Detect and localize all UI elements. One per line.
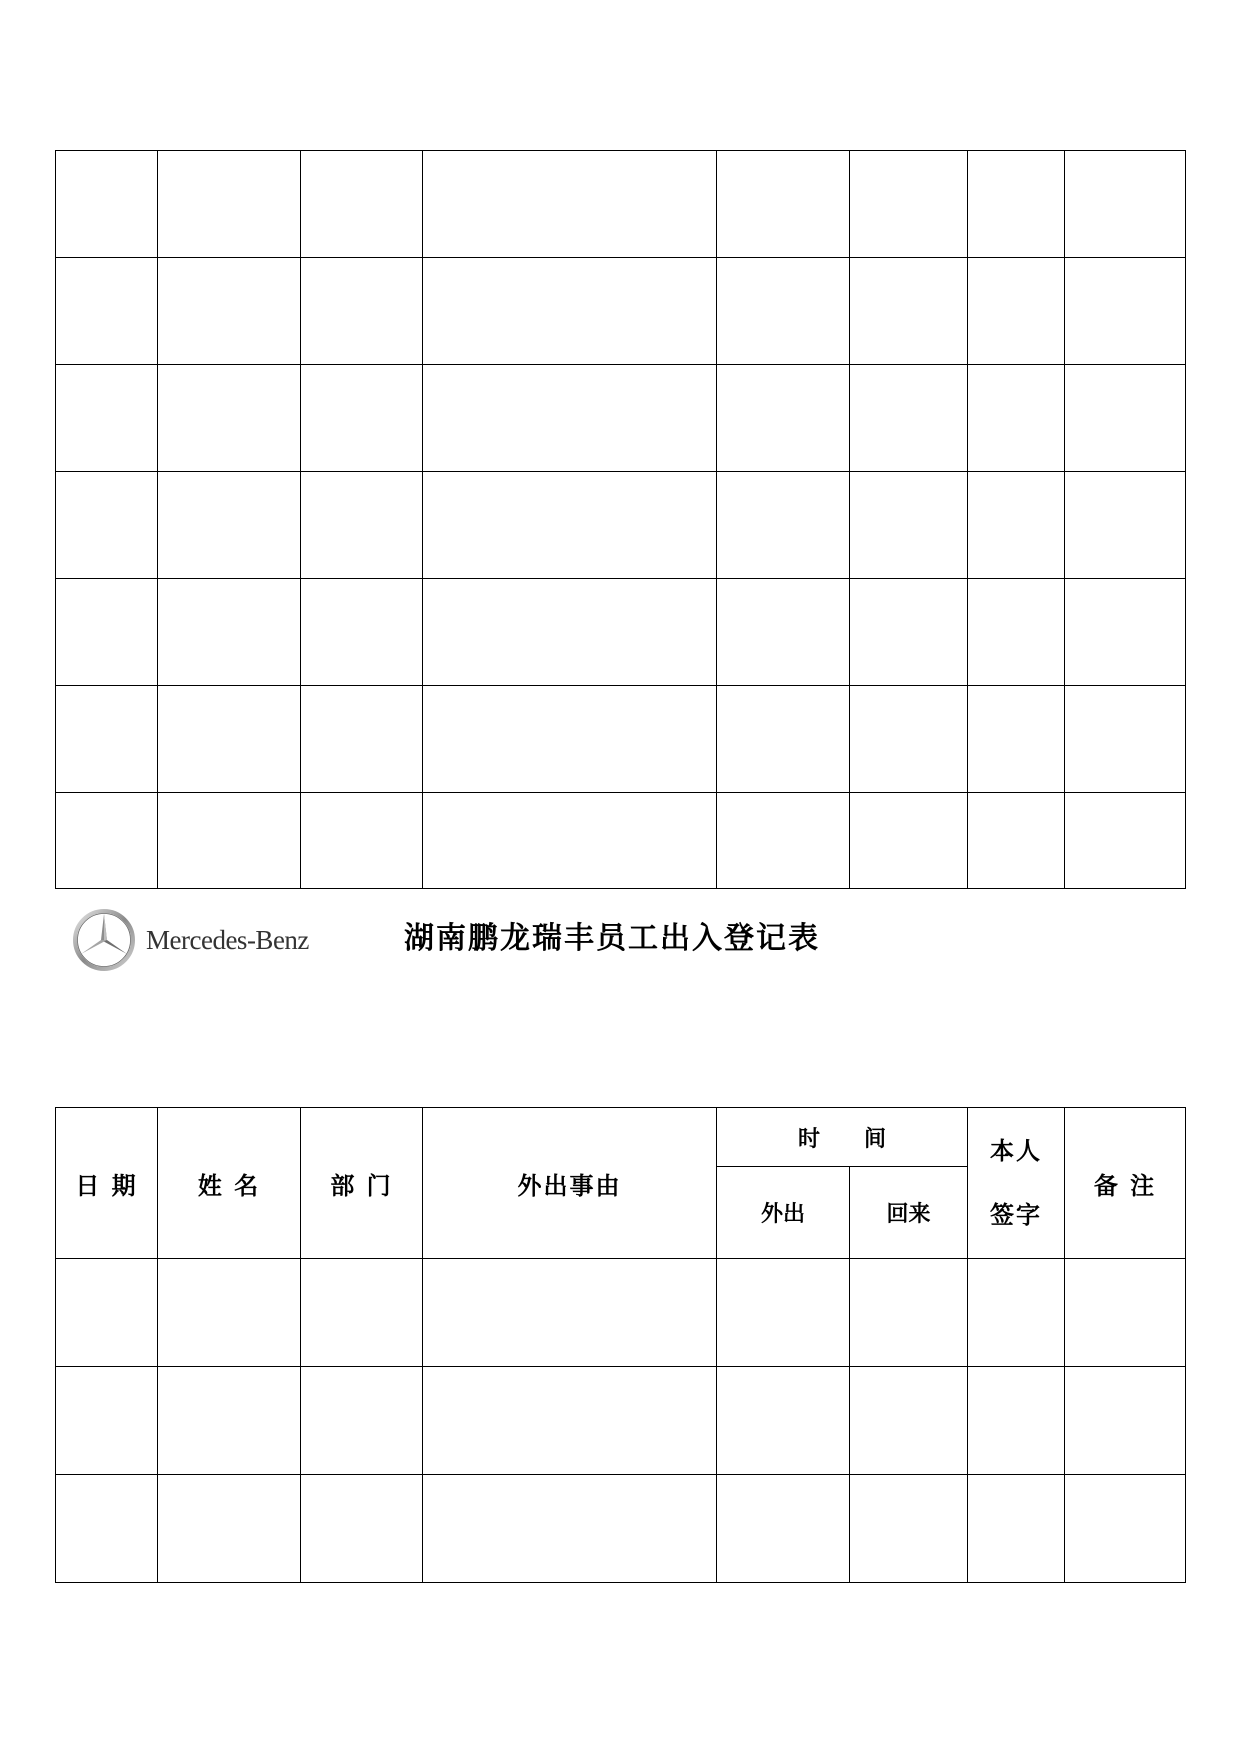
mercedes-star-icon: [72, 908, 136, 972]
table-cell[interactable]: [850, 793, 968, 889]
table-cell[interactable]: [968, 1367, 1065, 1475]
table-cell[interactable]: [158, 686, 301, 793]
table-cell[interactable]: [158, 472, 301, 579]
table-cell[interactable]: [56, 365, 158, 472]
table-cell[interactable]: [717, 579, 850, 686]
header-signature: [968, 1108, 1065, 1259]
table-cell[interactable]: [1065, 472, 1186, 579]
table-cell[interactable]: [56, 151, 158, 258]
table-cell[interactable]: [968, 1475, 1065, 1583]
table-cell[interactable]: [301, 258, 423, 365]
table-cell[interactable]: [850, 1259, 968, 1367]
table-cell[interactable]: [56, 579, 158, 686]
table-cell[interactable]: [423, 1259, 717, 1367]
table-cell[interactable]: [158, 1259, 301, 1367]
table-cell[interactable]: [850, 258, 968, 365]
table-cell[interactable]: [301, 151, 423, 258]
table-cell[interactable]: [850, 365, 968, 472]
header-department: 部 门: [301, 1108, 423, 1259]
table-cell[interactable]: [158, 793, 301, 889]
register-table-continued: [55, 150, 1186, 889]
table-row: [56, 365, 1186, 472]
header-signature-line2: 签字: [990, 1200, 1043, 1229]
brand-wordmark: Mercedes-Benz: [146, 924, 309, 955]
table-cell[interactable]: [717, 258, 850, 365]
table-cell[interactable]: [301, 686, 423, 793]
table-row: [56, 472, 1186, 579]
table-cell[interactable]: [968, 472, 1065, 579]
header-time: 时 间: [717, 1108, 968, 1167]
table-cell[interactable]: [850, 472, 968, 579]
table-cell[interactable]: [158, 1367, 301, 1475]
table-cell[interactable]: [1065, 1475, 1186, 1583]
table-cell[interactable]: [850, 1367, 968, 1475]
table-cell[interactable]: [1065, 686, 1186, 793]
table-cell[interactable]: [423, 579, 717, 686]
table-row: [56, 1259, 1186, 1367]
table-cell[interactable]: [850, 579, 968, 686]
table-cell[interactable]: [158, 365, 301, 472]
table-cell[interactable]: [850, 151, 968, 258]
table-row: [56, 793, 1186, 889]
register-table: [55, 1107, 1186, 1583]
header-signature-line1: 本人: [990, 1136, 1043, 1165]
table-row: [56, 151, 1186, 258]
table-cell[interactable]: [158, 1475, 301, 1583]
table-cell[interactable]: [1065, 1259, 1186, 1367]
header-out-time: 外出: [717, 1167, 850, 1259]
table-cell[interactable]: [301, 1259, 423, 1367]
table-cell[interactable]: [968, 258, 1065, 365]
table-cell[interactable]: [158, 258, 301, 365]
table-cell[interactable]: [1065, 258, 1186, 365]
table-cell[interactable]: [158, 151, 301, 258]
table-cell[interactable]: [717, 1367, 850, 1475]
table-cell[interactable]: [56, 686, 158, 793]
header-name: 姓 名: [158, 1108, 301, 1259]
table-cell[interactable]: [1065, 151, 1186, 258]
table-cell[interactable]: [301, 579, 423, 686]
header-date: 日 期: [56, 1108, 158, 1259]
table-cell[interactable]: [1065, 579, 1186, 686]
table-cell[interactable]: [717, 686, 850, 793]
table-cell[interactable]: [423, 1367, 717, 1475]
header-remarks: 备 注: [1065, 1108, 1186, 1259]
table-cell[interactable]: [968, 365, 1065, 472]
table-cell[interactable]: [56, 1367, 158, 1475]
table-cell[interactable]: [301, 472, 423, 579]
header-reason: 外出事由: [423, 1108, 717, 1259]
table-cell[interactable]: [1065, 793, 1186, 889]
table-cell[interactable]: [56, 472, 158, 579]
table-cell[interactable]: [56, 793, 158, 889]
page-title: 湖南鹏龙瑞丰员工出入登记表: [404, 921, 820, 956]
table-cell[interactable]: [717, 365, 850, 472]
table-cell[interactable]: [423, 1475, 717, 1583]
table-cell[interactable]: [1065, 365, 1186, 472]
table-cell[interactable]: [423, 365, 717, 472]
table-cell[interactable]: [850, 1475, 968, 1583]
table-cell[interactable]: [717, 793, 850, 889]
table-row: [56, 579, 1186, 686]
table-cell[interactable]: [968, 151, 1065, 258]
table-cell[interactable]: [56, 1475, 158, 1583]
table-cell[interactable]: [423, 793, 717, 889]
header-return-time: 回来: [850, 1167, 968, 1259]
table-row: [56, 1475, 1186, 1583]
table-cell[interactable]: [56, 258, 158, 365]
table-cell[interactable]: [56, 1259, 158, 1367]
table-cell[interactable]: [968, 686, 1065, 793]
table-cell[interactable]: [717, 472, 850, 579]
table-cell[interactable]: [158, 579, 301, 686]
table-cell[interactable]: [968, 1259, 1065, 1367]
table-cell[interactable]: [968, 579, 1065, 686]
mercedes-benz-logo: [72, 907, 332, 973]
table-cell[interactable]: [301, 365, 423, 472]
table-cell[interactable]: [301, 1367, 423, 1475]
table-cell[interactable]: [423, 686, 717, 793]
table-cell[interactable]: [423, 472, 717, 579]
table-cell[interactable]: [301, 793, 423, 889]
table-cell[interactable]: [301, 1475, 423, 1583]
table-row: [56, 686, 1186, 793]
table-cell[interactable]: [717, 1475, 850, 1583]
table-cell[interactable]: [850, 686, 968, 793]
table-cell[interactable]: [423, 258, 717, 365]
table-cell[interactable]: [717, 1259, 850, 1367]
table-cell[interactable]: [717, 151, 850, 258]
table-cell[interactable]: [1065, 1367, 1186, 1475]
table-cell[interactable]: [968, 793, 1065, 889]
table-row: [56, 258, 1186, 365]
table-row: [56, 1367, 1186, 1475]
table-cell[interactable]: [423, 151, 717, 258]
